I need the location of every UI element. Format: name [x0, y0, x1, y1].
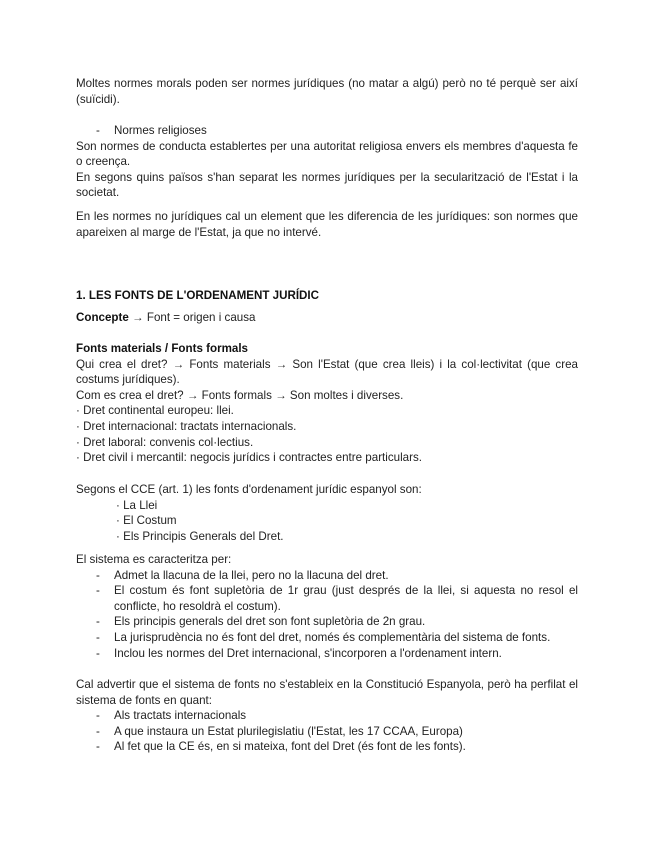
paragraph-secularization: En segons quins països s'han separat les normes jurídiques per la secularització de l'Estat i la societat. — [76, 170, 578, 200]
paragraph-non-legal-norms: En les normes no jurídiques cal un element que les diferencia de les jurídiques: son normes que apareixen al marge de l'Estat, ja que no intervé. — [76, 210, 578, 239]
paragraph-moral-norms: Moltes normes morals poden ser normes jurídiques (no matar a algú) però no té perquè ser així (suïcidi). — [76, 77, 578, 106]
religious-heading: Normes religioses — [114, 124, 207, 137]
sources-subheading: Fonts materials / Fonts formals — [76, 342, 249, 355]
list-item: - Admet la llacuna de la llei, pero no la llacuna del dret. — [76, 568, 578, 584]
dash-marker: - — [96, 630, 100, 644]
concept-label: Concepte — [76, 311, 129, 324]
religious-heading-item — [76, 123, 578, 139]
dash-marker: - — [96, 124, 100, 137]
sources-block — [76, 341, 578, 466]
sources-line: · Dret civil i mercantil: negocis jurídics i contractes entre particulars. — [76, 451, 422, 465]
list-item: - Els principis generals del dret son font supletòria de 2n grau. — [76, 614, 578, 630]
concept-definition: → Font = origen i causa — [128, 311, 256, 324]
list-item: - Als tractats internacionals — [76, 708, 578, 724]
system-block — [76, 552, 578, 661]
dash-marker: - — [96, 568, 100, 582]
paragraph-religious-def: Son normes de conducta establertes per una autoritat religiosa envers els membres d'aquesta fe o creença. — [76, 139, 578, 169]
list-item: - El costum és font supletòria de 1r grau (just després de la llei, si aquesta no resol el conflicte, ho resoldrà el costum). — [76, 583, 578, 614]
non-legal-block — [76, 209, 578, 240]
concept-block — [76, 310, 578, 326]
list-item: - La jurisprudència no és font del dret, només és complementària del sistema de fonts. — [76, 630, 578, 646]
cce-item: · Els Principis Generals del Dret. — [116, 529, 284, 543]
system-intro: El sistema es caracteritza per: — [76, 553, 232, 566]
dash-marker: - — [96, 724, 100, 738]
dash-marker: - — [96, 646, 100, 660]
sources-line: · Dret laboral: convenis col·lectius. — [76, 435, 254, 449]
cce-item: · El Costum — [116, 514, 177, 528]
dash-marker: - — [96, 709, 100, 723]
cce-block — [76, 482, 578, 544]
dash-marker: - — [96, 615, 100, 629]
section-heading-block — [76, 288, 578, 304]
intro-block — [76, 76, 578, 107]
cce-intro: Segons el CCE (art. 1) les fonts d'ordenament jurídic espanyol son: — [76, 483, 422, 496]
cce-item: · La Llei — [116, 498, 158, 512]
concept-line — [76, 310, 578, 326]
dash-marker: - — [96, 740, 100, 754]
constitution-intro: Cal advertir que el sistema de fonts no s'estableix en la Constitució Espanyola, però ha perfilat el sistema de fonts en quant: — [76, 678, 578, 707]
sources-line: · Dret continental europeu: llei. — [76, 404, 234, 418]
sources-line: Com es crea el dret? → Fonts formals → Son moltes i diverses. — [76, 388, 404, 402]
list-item: - Al fet que la CE és, en si mateixa, font del Dret (és font de les fonts). — [76, 739, 578, 755]
list-item: - Inclou les normes del Dret internacional, s'incorporen a l'ordenament intern. — [76, 646, 578, 662]
sources-line: · Dret internacional: tractats internacionals. — [76, 419, 297, 433]
sources-line: Qui crea el dret? → Fonts materials → Son l'Estat (que crea lleis) i la col·lectivitat (que crea costums jurídiques). — [76, 357, 578, 387]
section-title: 1. LES FONTS DE L'ORDENAMENT JURÍDIC — [76, 289, 320, 302]
dash-marker: - — [96, 584, 100, 598]
list-item: - A que instaura un Estat plurilegislatiu (l'Estat, les 17 CCAA, Europa) — [76, 724, 578, 740]
constitution-block — [76, 677, 578, 755]
religious-block — [76, 123, 578, 201]
